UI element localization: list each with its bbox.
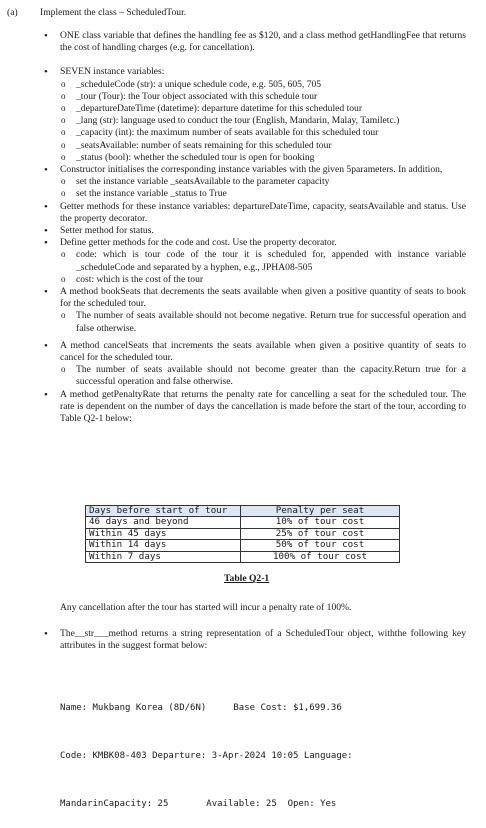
- sample-line: Name: Mukbang Korea (8D/6N) Base Cost: $1,699.36: [60, 703, 342, 713]
- table-header-days: Days before start of tour: [86, 506, 241, 517]
- bullet-item: • Define getter methods for the code and cost. Use the property decorator.: [40, 237, 466, 249]
- table-cell: 25% of tour cost: [241, 528, 400, 539]
- sample-line: MandarinCapacity: 25 Available: 25 Open: Yes: [60, 799, 337, 809]
- table-cell: Within 7 days: [86, 551, 241, 562]
- requirements-list: [40, 30, 466, 425]
- bullet-item: • ONE class variable that defines the handling fee as $120, and a class method getHandlingFee that returns the cost of handling charges (e.g. for cancellation).: [40, 30, 466, 54]
- table-cell: Within 45 days: [86, 528, 241, 539]
- bullet-item: • SEVEN instance variables:: [40, 66, 466, 78]
- sub-bullet-item: o _status (bool): whether the scheduled tour is open for booking: [40, 152, 466, 164]
- sample-output: [60, 668, 353, 828]
- bullet-item: • Getter methods for these instance variables: departureDateTime, capacity, seatsAvailable and status. Use the property decorator.: [40, 201, 466, 225]
- bullet-item: • Constructor initialises the corresponding instance variables with the given 5parameters. In addition,: [40, 164, 466, 176]
- table-caption: Table Q2-1: [224, 573, 270, 584]
- bullet-item: • A method cancelSeats that increments the seats available when given a positive quantity of seats to cancel for the scheduled tour.: [40, 340, 466, 364]
- table-cell: 10% of tour cost: [241, 517, 400, 528]
- bullet-item: • A method bookSeats that decrements the seats available when given a positive quantity of seats to book for the scheduled tour.: [40, 286, 466, 310]
- spacer: [40, 54, 466, 66]
- sub-bullet-item: o _seatsAvailable: number of seats remaining for this scheduled tour: [40, 140, 466, 152]
- penalty-table: [85, 505, 400, 563]
- sub-bullet-item: o set the instance variable _status to True: [40, 188, 466, 200]
- table-row: [86, 540, 400, 551]
- table-cell: 50% of tour cost: [241, 540, 400, 551]
- sample-line: Code: KMBK08-403 Departure: 3-Apr-2024 10:05 Language:: [60, 751, 353, 761]
- table-header-penalty: Penalty per seat: [241, 506, 400, 517]
- sub-bullet-item: o The number of seats available should not become negative. Return true for successful operation and false otherwise.: [40, 310, 466, 334]
- part-label: (a): [7, 7, 18, 18]
- str-method-block: [40, 628, 466, 652]
- cancellation-note: Any cancellation after the tour has started will incur a penalty rate of 100%.: [60, 602, 352, 613]
- sub-bullet-item: o set the instance variable _seatsAvailable to the parameter capacity: [40, 176, 466, 188]
- sub-bullet-item: o _lang (str): language used to conduct the tour (English, Mandarin, Malay, Tamiletc.): [40, 115, 466, 127]
- penalty-table-wrapper: [85, 505, 400, 563]
- bullet-item: • A method getPenaltyRate that returns the penalty rate for cancelling a seat for the scheduled tour. The rate is dependent on the number of days the cancellation is made before the start of the tour, according to Table Q2-1 below:: [40, 389, 466, 426]
- sub-bullet-item: o _departureDateTime (datetime): departure datetime for this scheduled tour: [40, 103, 466, 115]
- table-cell: Within 14 days: [86, 540, 241, 551]
- table-header-row: [86, 506, 400, 517]
- bullet-item-str: • The__str___method returns a string representation of a ScheduledTour object, withthe following key attributes in the suggest format below:: [40, 628, 466, 652]
- sub-bullet-item: o _tour (Tour): the Tour object associated with this schedule tour: [40, 91, 466, 103]
- table-row: [86, 517, 400, 528]
- table-cell: 46 days and beyond: [86, 517, 241, 528]
- table-row: [86, 551, 400, 562]
- sub-bullet-item: o The number of seats available should not become greater than the capacity.Return true for a successful operation and false otherwise.: [40, 364, 466, 388]
- question-heading: Implement the class – ScheduledTour.: [40, 7, 187, 18]
- table-cell: 100% of tour cost: [241, 551, 400, 562]
- sub-bullet-item: o code: which is tour code of the tour it is scheduled for, appended with instance variable _scheduleCode and separated by a hyphen, e.g., JPHA08-505: [40, 249, 466, 273]
- sub-bullet-item: o _scheduleCode (str): a unique schedule code, e.g. 505, 605, 705: [40, 79, 466, 91]
- sub-bullet-item: o cost: which is the cost of the tour: [40, 274, 466, 286]
- bullet-item: • Setter method for status.: [40, 225, 466, 237]
- table-row: [86, 528, 400, 539]
- sub-bullet-item: o _capacity (int): the maximum number of seats available for this scheduled tour: [40, 127, 466, 139]
